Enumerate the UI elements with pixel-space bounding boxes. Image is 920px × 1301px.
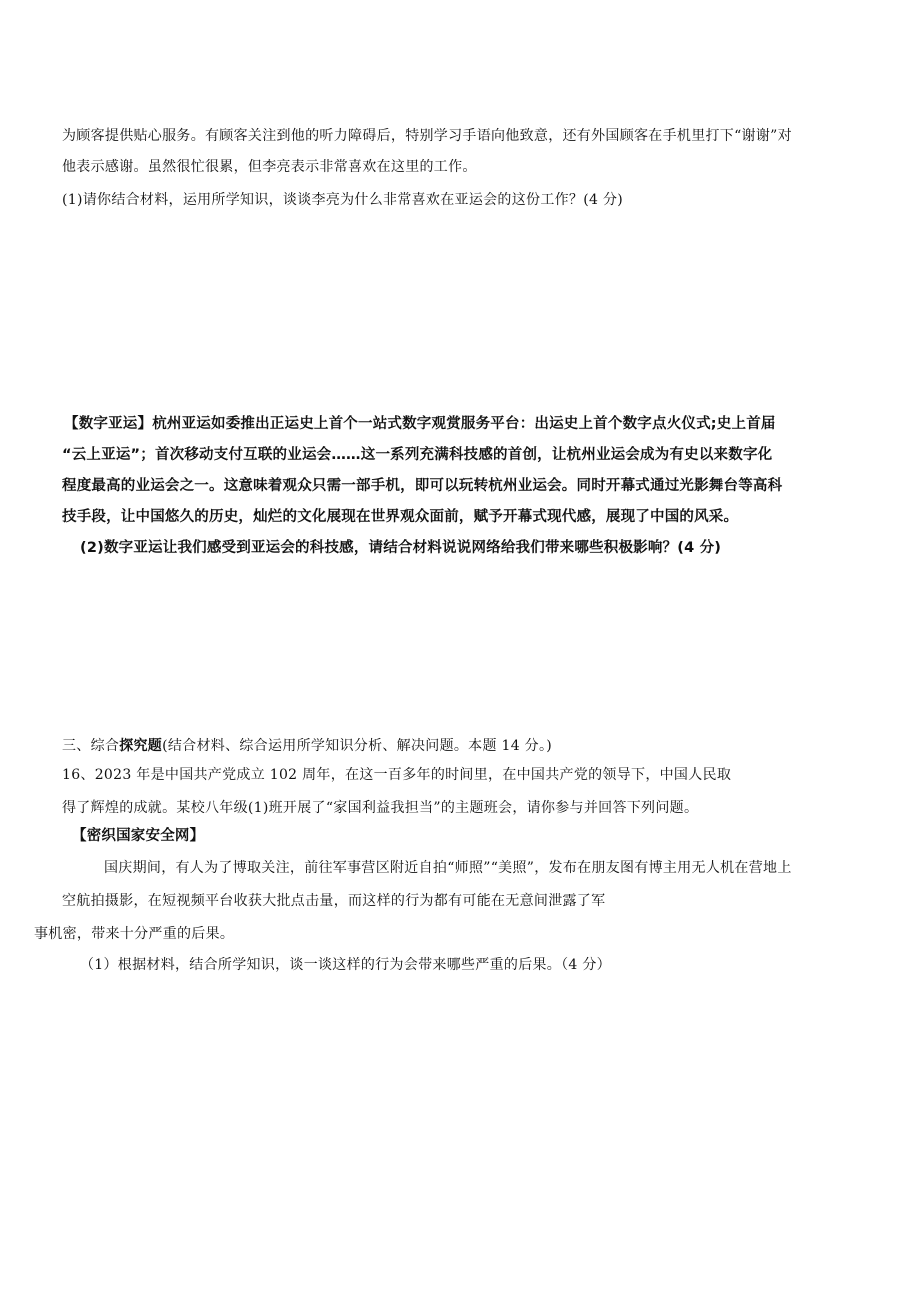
digital-games-paragraph-line: 程度最高的业运会之一。这意味着观众只需一部手机，即可以玩转杭州业运会。同时开幕式通过光影舞台等高科: [62, 478, 783, 494]
question-3: （1）根据材料，结合所学知识，谈一谈这样的行为会带来哪些严重的后果。（4 分）: [80, 957, 611, 973]
digital-games-paragraph-line: “云上亚运”；首次移动支付互联的业运会……这一系列充满科技感的首创，让杭州业运会成为有史以来数字化: [62, 447, 773, 463]
material-paragraph-line: 他表示感谢。虽然很忙很累，但李亮表示非常喜欢在这里的工作。: [62, 159, 477, 175]
security-material-line: 国庆期间，有人为了博取关注，前往军事营区附近自拍“师照”“美照”，发布在朋友图有博主用无人机在营地上: [104, 860, 792, 876]
section-3-suffix: (结合材料、综合运用所学知识分析、解决问题。本题 14 分。): [162, 738, 553, 754]
security-heading: 【密织国家安全网】: [72, 828, 205, 844]
section-3-prefix: 三、综合: [62, 738, 120, 754]
security-material-line: 事机密，带来十分严重的后果。: [34, 926, 235, 942]
question-2: (2)数字亚运让我们感受到亚运会的科技感，请结合材料说说网络给我们带来哪些积极影响？(4 分): [80, 540, 722, 556]
digital-games-paragraph-line: 技手段，让中国悠久的历史，灿烂的文化展现在世界观众面前，赋予开幕式现代感，展现了中国的风采。: [62, 509, 739, 525]
question-1: (1)请你结合材料，运用所学知识，谈谈李亮为什么非常喜欢在亚运会的这份工作？(4 分): [62, 192, 624, 208]
question-16-line: 得了辉煌的成就。某校八年级(1)班开展了“家国利益我担当”的主题班会，请你参与并回答下列问题。: [62, 800, 699, 816]
question-16-line: 16、2023 年是中国共产党成立 102 周年，在这一百多年的时间里，在中国共产党的领导下，中国人民取: [62, 767, 732, 783]
material-paragraph-line: 为顾客提供贴心服务。有顾客关注到他的听力障碍后，特别学习手语向他致意，还有外国顾客在手机里打下“谢谢”对: [62, 128, 792, 144]
security-material-line: 空航拍摄影，在短视频平台收获大批点击量，而这样的行为都有可能在无意间泄露了军: [62, 893, 606, 909]
section-3-heading: [62, 737, 552, 755]
digital-games-paragraph-line: 【数字亚运】杭州亚运如委推出正运史上首个一站式数字观赏服务平台：出运史上首个数字点火仪式;史上首届: [64, 416, 776, 432]
section-3-bold-title: 探究题: [119, 738, 163, 754]
